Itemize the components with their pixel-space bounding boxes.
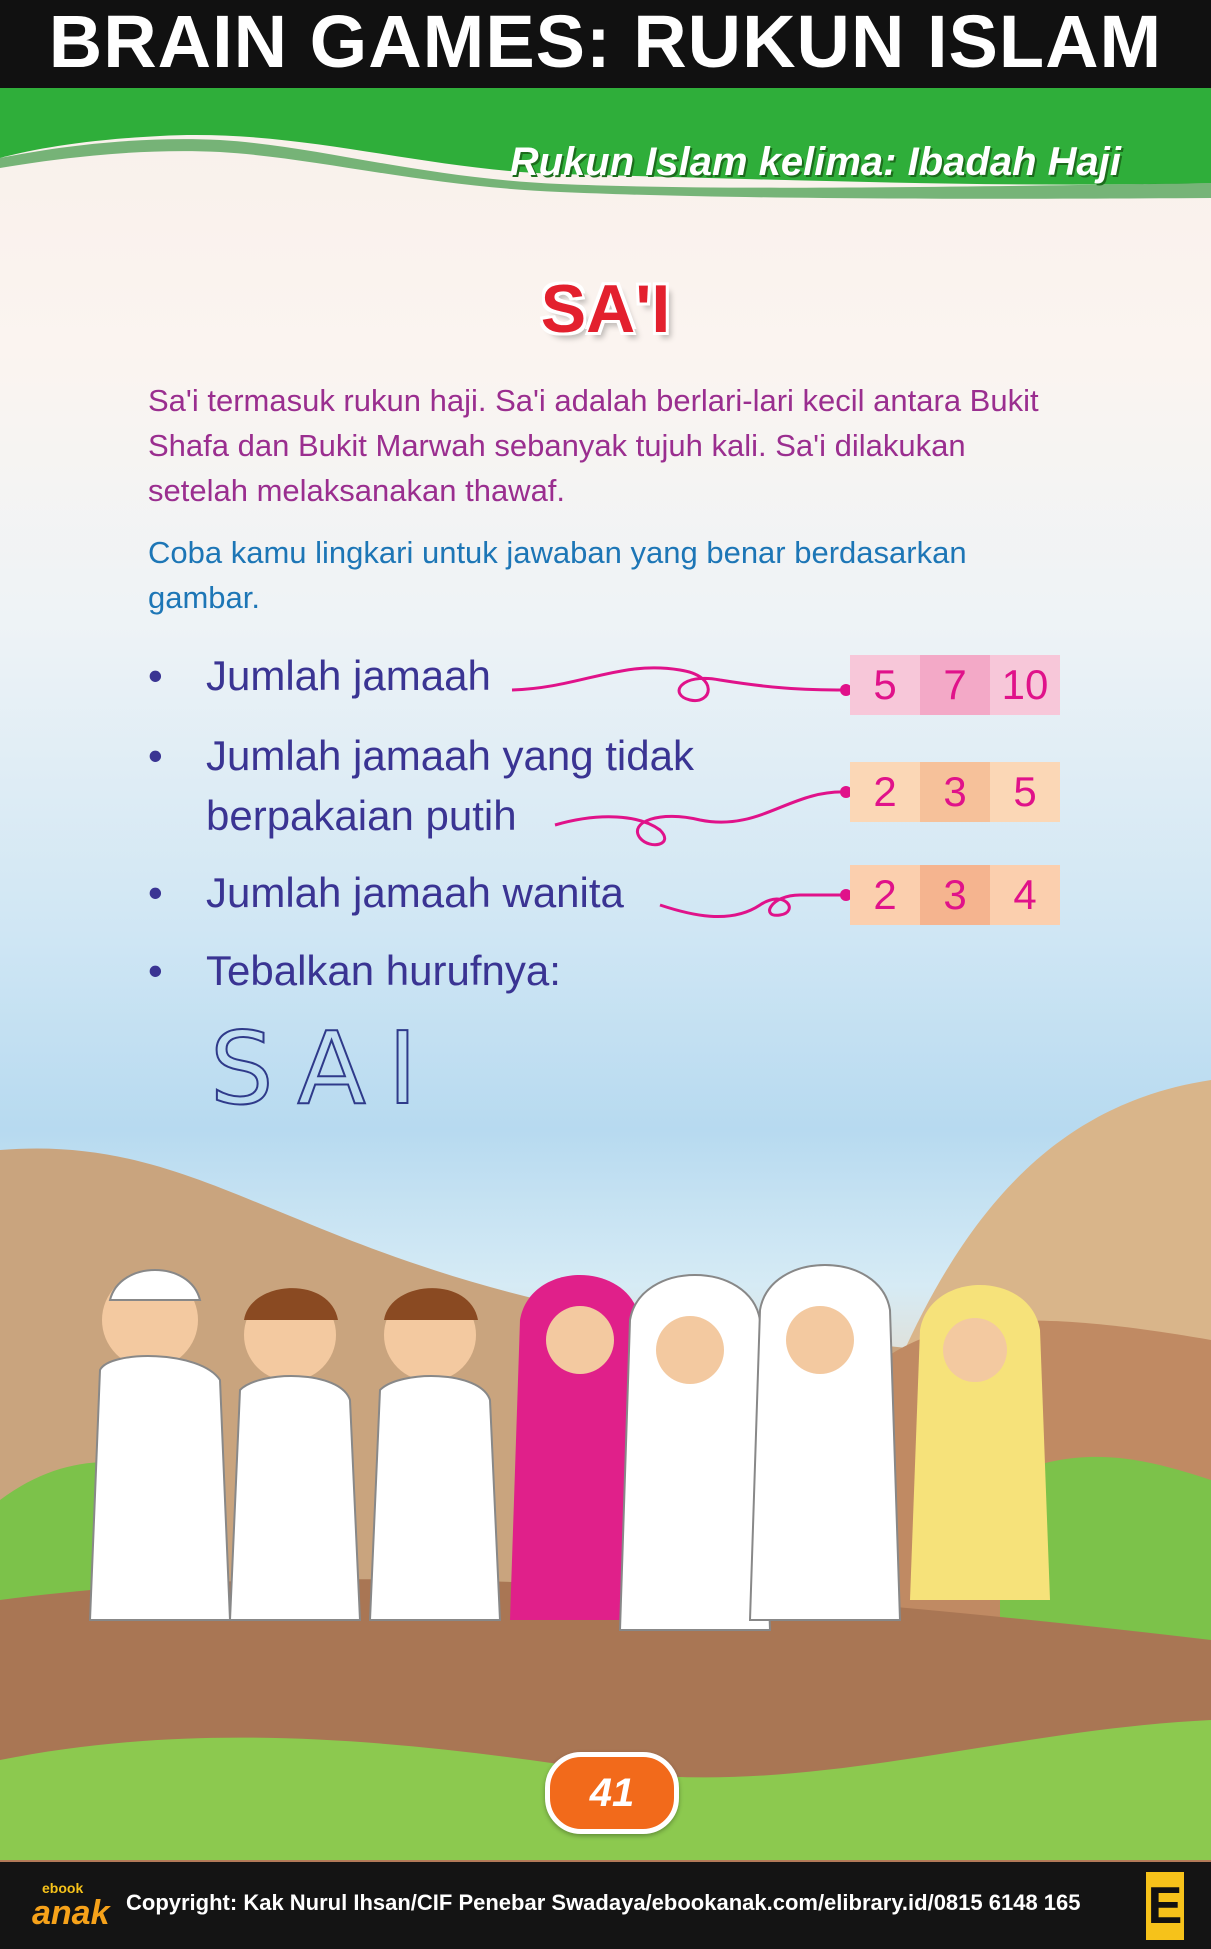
answer-option[interactable]: 2 — [850, 762, 920, 822]
question-label: Jumlah jamaah wanita — [206, 869, 624, 916]
question-label-line2: berpakaian putih — [206, 792, 517, 839]
question-label-line1: Jumlah jamaah yang tidak — [206, 732, 694, 779]
logo-text-top: ebook — [42, 1880, 84, 1896]
pilgrims-illustration — [0, 1080, 1211, 1860]
bullet-dot: • — [148, 869, 163, 916]
instruction-paragraph: Coba kamu lingkari untuk jawaban yang benar berdasarkan gambar. — [148, 535, 967, 615]
answer-option[interactable]: 7 — [920, 655, 990, 715]
answer-options-women — [850, 865, 1060, 925]
page-number-badge: 41 — [545, 1752, 679, 1834]
elibrary-badge: E — [1146, 1872, 1184, 1940]
intro-paragraph: Sa'i termasuk rukun haji. Sa'i adalah berlari-lari kecil antara Bukit Shafa dan Bukit Marwah sebanyak tujuh kali. Sa'i dilakukan setelah melaksanakan thawaf. — [148, 383, 1039, 508]
answer-option[interactable]: 10 — [990, 655, 1060, 715]
bullet-dot: • — [148, 652, 163, 699]
footer-bar — [0, 1862, 1211, 1949]
answer-options-total — [850, 655, 1060, 715]
answer-options-non-white — [850, 762, 1060, 822]
ebookanak-logo — [32, 1880, 122, 1938]
question-label: Tebalkan hurufnya: — [206, 947, 561, 994]
answer-option[interactable]: 3 — [920, 762, 990, 822]
bullet-dot: • — [148, 732, 163, 779]
answer-option[interactable]: 2 — [850, 865, 920, 925]
logo-text-bottom: anak — [32, 1894, 110, 1932]
bullet-dot: • — [148, 947, 163, 994]
section-title: SA'I — [540, 271, 671, 347]
trace-letters[interactable]: SAI — [210, 1010, 440, 1127]
copyright-text: Copyright: Kak Nurul Ihsan/CIF Penebar Swadaya/ebookanak.com/elibrary.id/0815 6148 165 — [126, 1890, 1081, 1915]
question-label: Jumlah jamaah — [206, 652, 491, 699]
answer-option[interactable]: 5 — [850, 655, 920, 715]
answer-option[interactable]: 3 — [920, 865, 990, 925]
answer-option[interactable]: 5 — [990, 762, 1060, 822]
answer-option[interactable]: 4 — [990, 865, 1060, 925]
header-subtitle: Rukun Islam kelima: Ibadah Haji — [509, 140, 1121, 184]
page-header-title: BRAIN GAMES: RUKUN ISLAM — [0, 0, 1211, 88]
